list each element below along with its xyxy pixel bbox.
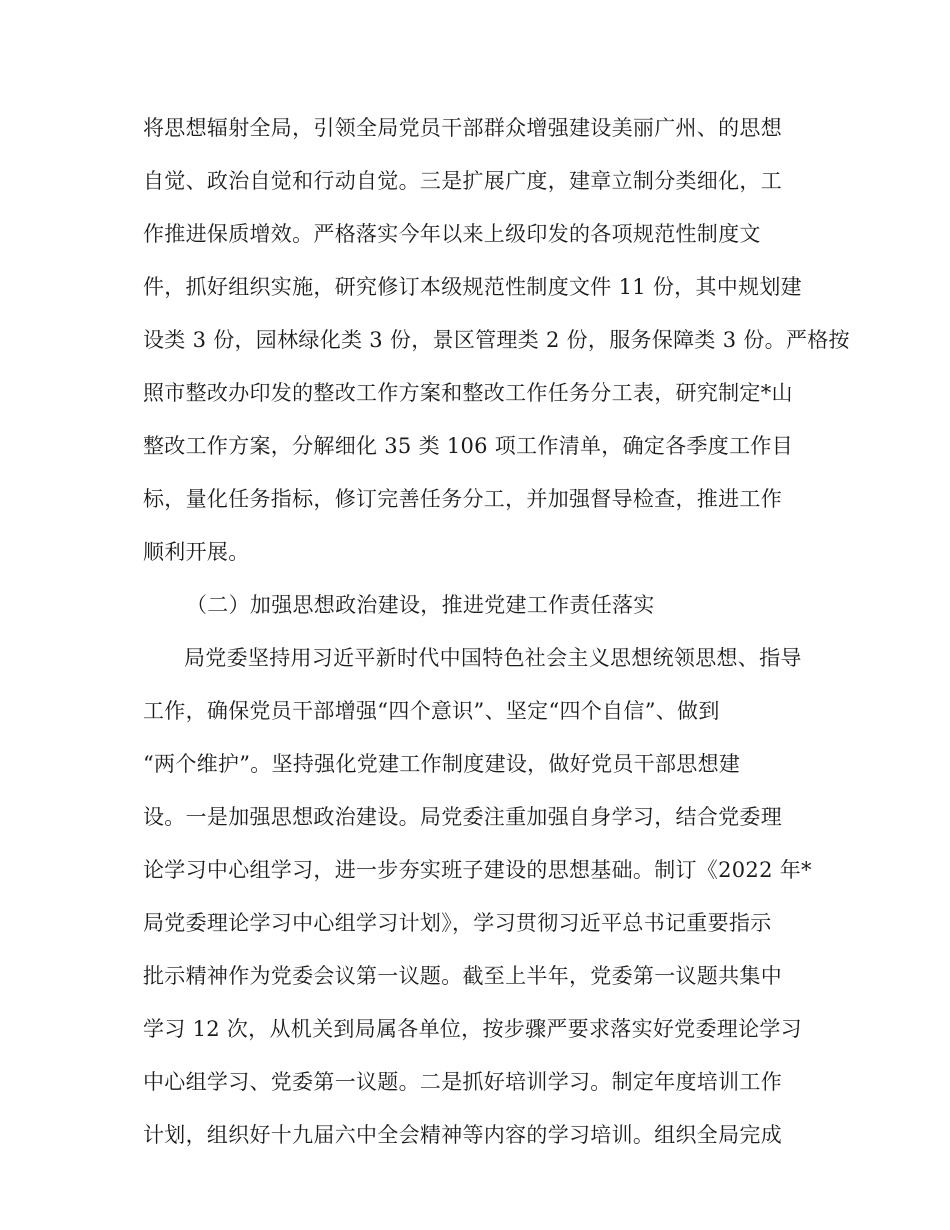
- text-line-12: 工作，确保党员干部增强“四个意识”、坚定“四个自信”、做到: [143, 699, 720, 723]
- text-line-11: 局党委坚持用习近平新时代中国特色社会主义思想统领思想、指导: [184, 646, 802, 670]
- text-line-7: 整改工作方案，分解细化 35 类 106 项工作清单，确定各季度工作目: [143, 434, 794, 458]
- text-line-19: 中心组学习、党委第一议题。二是抓好培训学习。制定年度培训工作: [143, 1070, 782, 1094]
- text-line-17: 批示精神作为党委会议第一议题。截至上半年，党委第一议题共集中: [143, 964, 782, 988]
- text-line-18: 学习 12 次，从机关到局属各单位，按步骤严要求落实好党委理论学习: [143, 1017, 802, 1041]
- text-line-20: 计划，组织好十九届六中全会精神等内容的学习培训。组织全局完成: [143, 1123, 782, 1147]
- text-line-1: 将思想辐射全局，引领全局党员干部群众增强建设美丽广州、的思想: [143, 116, 782, 140]
- text-line-14: 设。一是加强思想政治建设。局党委注重加强自身学习，结合党委理: [143, 805, 782, 829]
- text-line-9: 顺利开展。: [143, 540, 250, 564]
- text-line-4: 件，抓好组织实施，研究修订本级规范性制度文件 11 份，其中规划建: [143, 275, 802, 299]
- text-line-3: 作推进保质增效。严格落实今年以来上级印发的各项规范性制度文: [143, 222, 761, 246]
- text-line-15: 论学习中心组学习，进一步夯实班子建设的思想基础。制订《2022 年*: [143, 858, 812, 882]
- section-heading: （二）加强思想政治建设，推进党建工作责任落实: [186, 593, 655, 617]
- text-line-8: 标，量化任务指标，修订完善任务分工，并加强督导检查，推进工作: [143, 487, 782, 511]
- text-line-16: 局党委理论学习中心组学习计划》，学习贯彻习近平总书记重要指示: [143, 911, 772, 935]
- text-line-13: “两个维护”。坚持强化党建工作制度建设，做好党员干部思想建: [143, 752, 741, 776]
- text-line-5: 设类 3 份，园林绿化类 3 份，景区管理类 2 份，服务保障类 3 份。严格按: [143, 328, 850, 352]
- text-line-6: 照市整改办印发的整改工作方案和整改工作任务分工表，研究制定*山: [143, 381, 793, 405]
- text-line-2: 自觉、政治自觉和行动自觉。三是扩展广度，建章立制分类细化，工: [143, 169, 782, 193]
